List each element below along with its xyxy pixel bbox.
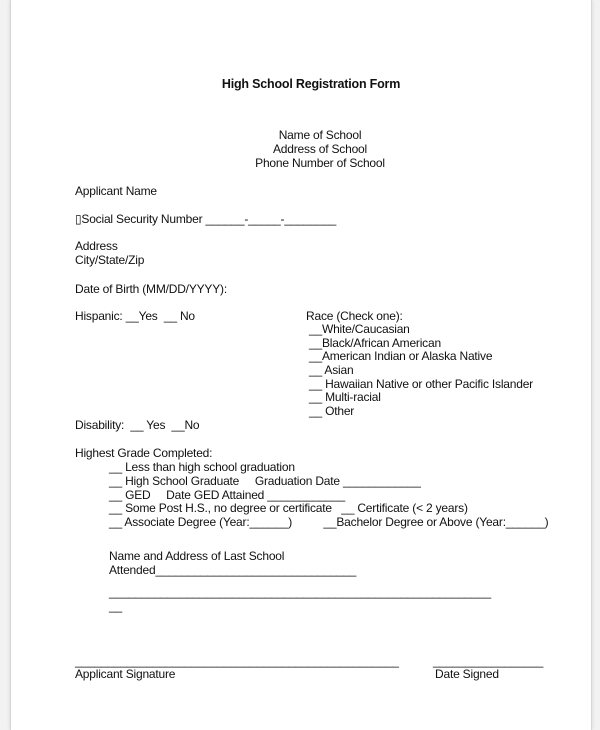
disability-field[interactable]: Disability: __ Yes __No bbox=[75, 418, 200, 432]
date-signed-label: Date Signed bbox=[435, 667, 499, 681]
last-school-field-line3[interactable]: __ bbox=[109, 599, 122, 613]
date-signed-line[interactable]: _________________ bbox=[433, 654, 544, 668]
race-option-hawaiian[interactable]: __ Hawaiian Native or other Pacific Islander bbox=[309, 377, 533, 391]
applicant-name-label: Applicant Name bbox=[75, 184, 157, 198]
race-option-white[interactable]: __White/Caucasian bbox=[309, 322, 410, 336]
last-school-field[interactable]: Attended_______________________________ bbox=[109, 563, 357, 577]
grade-label: Highest Grade Completed: bbox=[75, 446, 213, 460]
ssn-field[interactable]: ▯Social Security Number ______-_____-________ bbox=[75, 212, 337, 226]
race-label: Race (Check one): bbox=[306, 309, 403, 323]
school-name: Name of School bbox=[278, 128, 362, 142]
race-option-other[interactable]: __ Other bbox=[309, 404, 355, 418]
school-address: Address of School bbox=[273, 142, 367, 156]
address-label: Address bbox=[75, 239, 118, 253]
grade-option-ged[interactable]: __ GED Date GED Attained ____________ bbox=[109, 488, 345, 502]
grade-option-some-post-hs[interactable]: __ Some Post H.S., no degree or certificate __ Certificate (< 2 years) bbox=[109, 501, 468, 515]
grade-option-degree[interactable]: __ Associate Degree (Year:______) __Bachelor Degree or Above (Year:______) bbox=[109, 515, 549, 529]
grade-option-less-than-hs[interactable]: __ Less than high school graduation bbox=[109, 460, 295, 474]
last-school-label: Name and Address of Last School bbox=[109, 549, 285, 563]
grade-option-hs-graduate[interactable]: __ High School Graduate Graduation Date ____________ bbox=[109, 474, 421, 488]
school-phone: Phone Number of School bbox=[255, 156, 385, 170]
city-state-zip-label: City/State/Zip bbox=[75, 253, 145, 267]
signature-label: Applicant Signature bbox=[75, 667, 176, 681]
signature-line[interactable]: __________________________________________________ bbox=[75, 654, 399, 668]
race-option-american-indian[interactable]: __American Indian or Alaska Native bbox=[309, 349, 493, 363]
race-option-multiracial[interactable]: __ Multi-racial bbox=[309, 390, 381, 404]
hispanic-field[interactable]: Hispanic: __Yes __ No bbox=[75, 309, 195, 323]
form-title: High School Registration Form bbox=[221, 77, 401, 91]
last-school-field-line2[interactable]: ___________________________________________________________ bbox=[109, 585, 491, 599]
race-option-asian[interactable]: __ Asian bbox=[309, 363, 354, 377]
form-page bbox=[10, 0, 592, 730]
race-option-black[interactable]: __Black/African American bbox=[309, 336, 441, 350]
dob-label: Date of Birth (MM/DD/YYYY): bbox=[75, 282, 227, 296]
